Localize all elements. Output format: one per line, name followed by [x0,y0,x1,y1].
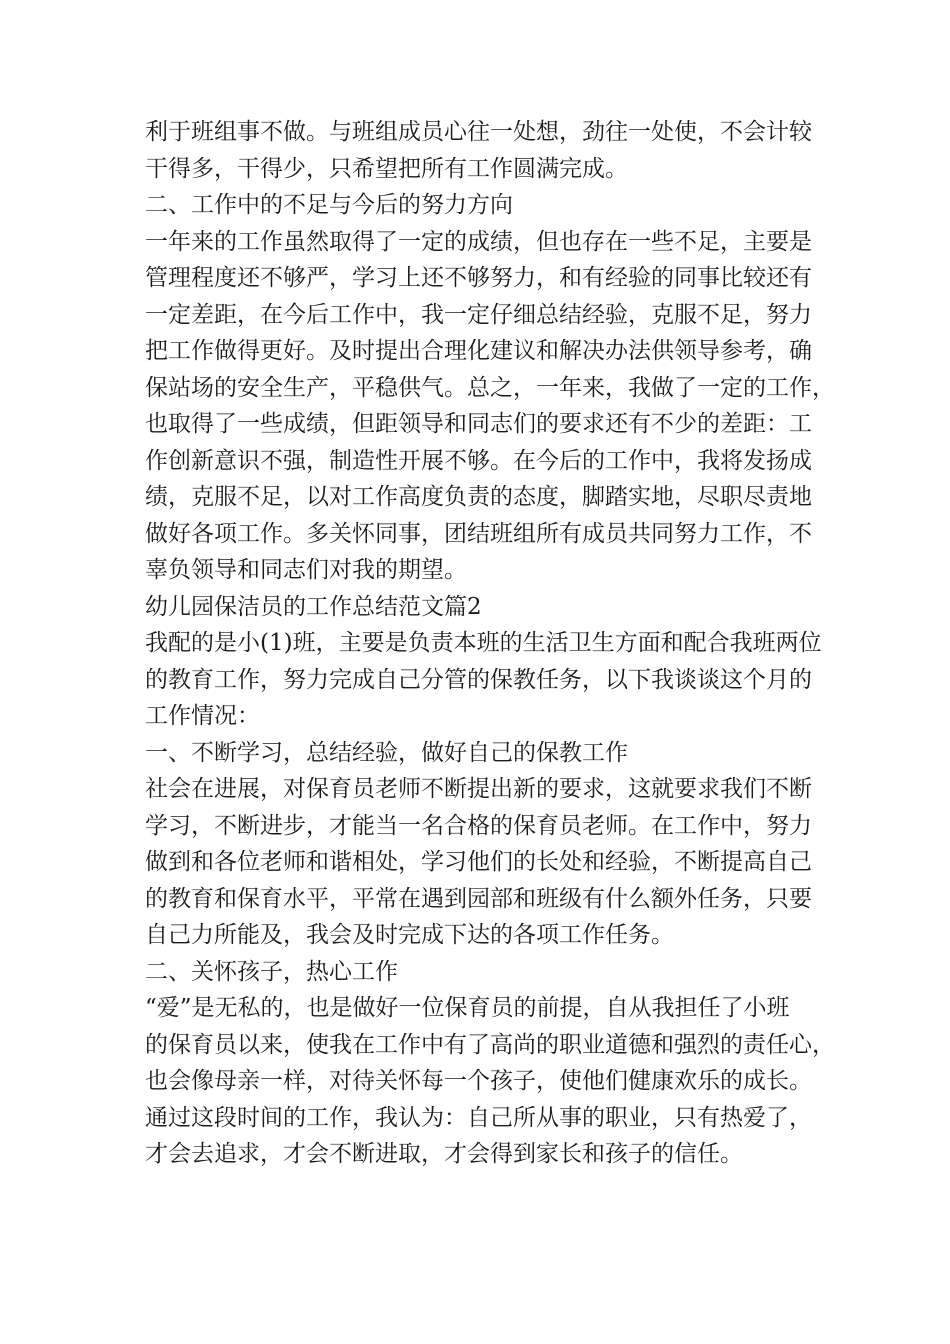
text-line: 一定差距，在今后工作中，我一定仔细总结经验，克服不足，努力 [145,301,812,328]
text-line: 辜负领导和同志们对我的期望。 [145,557,467,583]
text-line: 保站场的安全生产，平稳供气。总之，一年来，我做了一定的工作， [145,374,835,401]
text-line: 也会像母亲一样，对待关怀每一个孩子，使他们健康欢乐的成长。 [145,1068,812,1094]
text-line: 社会在进展，对保育员老师不断提出新的要求，这就要求我们不断 [145,776,812,802]
text-line: 一年来的工作虽然取得了一定的成绩，但也存在一些不足，主要是 [145,228,812,255]
text-line: 利于班组事不做。与班组成员心往一处想，劲往一处使，不会计较 [145,119,812,145]
text-line: 作创新意识不强，制造性开展不够。在今后的工作中，我将发扬成 [145,447,812,474]
text-line: 我配的是小(1)班，主要是负责本班的生活卫生方面和配合我班两位 [145,630,822,656]
section-heading: 二、工作中的不足与今后的努力方向 [145,192,513,218]
text-line: 做好各项工作。多关怀同事，团结班组所有成员共同努力工作，不 [145,520,812,547]
text-line: “爱”是无私的，也是做好一位保育员的前提，自从我担任了小班 [145,995,790,1021]
section-heading: 一、不断学习，总结经验，做好自己的保教工作 [145,739,628,766]
text-line: 的教育和保育水平，平常在遇到园部和班级有什么额外任务，只要 [145,885,812,912]
text-line: 自己力所能及，我会及时完成下达的各项工作任务。 [145,922,674,948]
text-line: 绩，克服不足，以对工作高度负责的态度，脚踏实地，尽职尽责地 [145,484,812,510]
section-heading: 二、关怀孩子，热心工作 [145,958,398,985]
text-line: 也取得了一些成绩，但距领导和同志们的要求还有不少的差距：工 [145,411,812,437]
text-line: 管理程度还不够严，学习上还不够努力，和有经验的同事比较还有 [145,265,812,291]
text-line: 才会去追求，才会不断进取，才会得到家长和孩子的信任。 [145,1141,743,1167]
text-line: 做到和各位老师和谐相处，学习他们的长处和经验，不断提高自己 [145,849,812,875]
article-title: 幼儿园保洁员的工作总结范文篇2 [145,593,482,620]
text-line: 的教育工作，努力完成自己分管的保教任务，以下我谈谈这个月的 [145,666,812,693]
text-line: 干得多，干得少，只希望把所有工作圆满完成。 [145,155,628,182]
text-line: 工作情况： [145,703,260,729]
document-body [145,114,835,1173]
text-line: 把工作做得更好。及时提出合理化建议和解决办法供领导参考，确 [145,338,812,364]
text-line: 学习，不断进步，才能当一名合格的保育员老师。在工作中，努力 [145,812,812,839]
text-line: 的保育员以来，使我在工作中有了高尚的职业道德和强烈的责任心， [145,1031,835,1058]
text-line: 通过这段时间的工作，我认为：自己所从事的职业，只有热爱了， [145,1104,812,1131]
